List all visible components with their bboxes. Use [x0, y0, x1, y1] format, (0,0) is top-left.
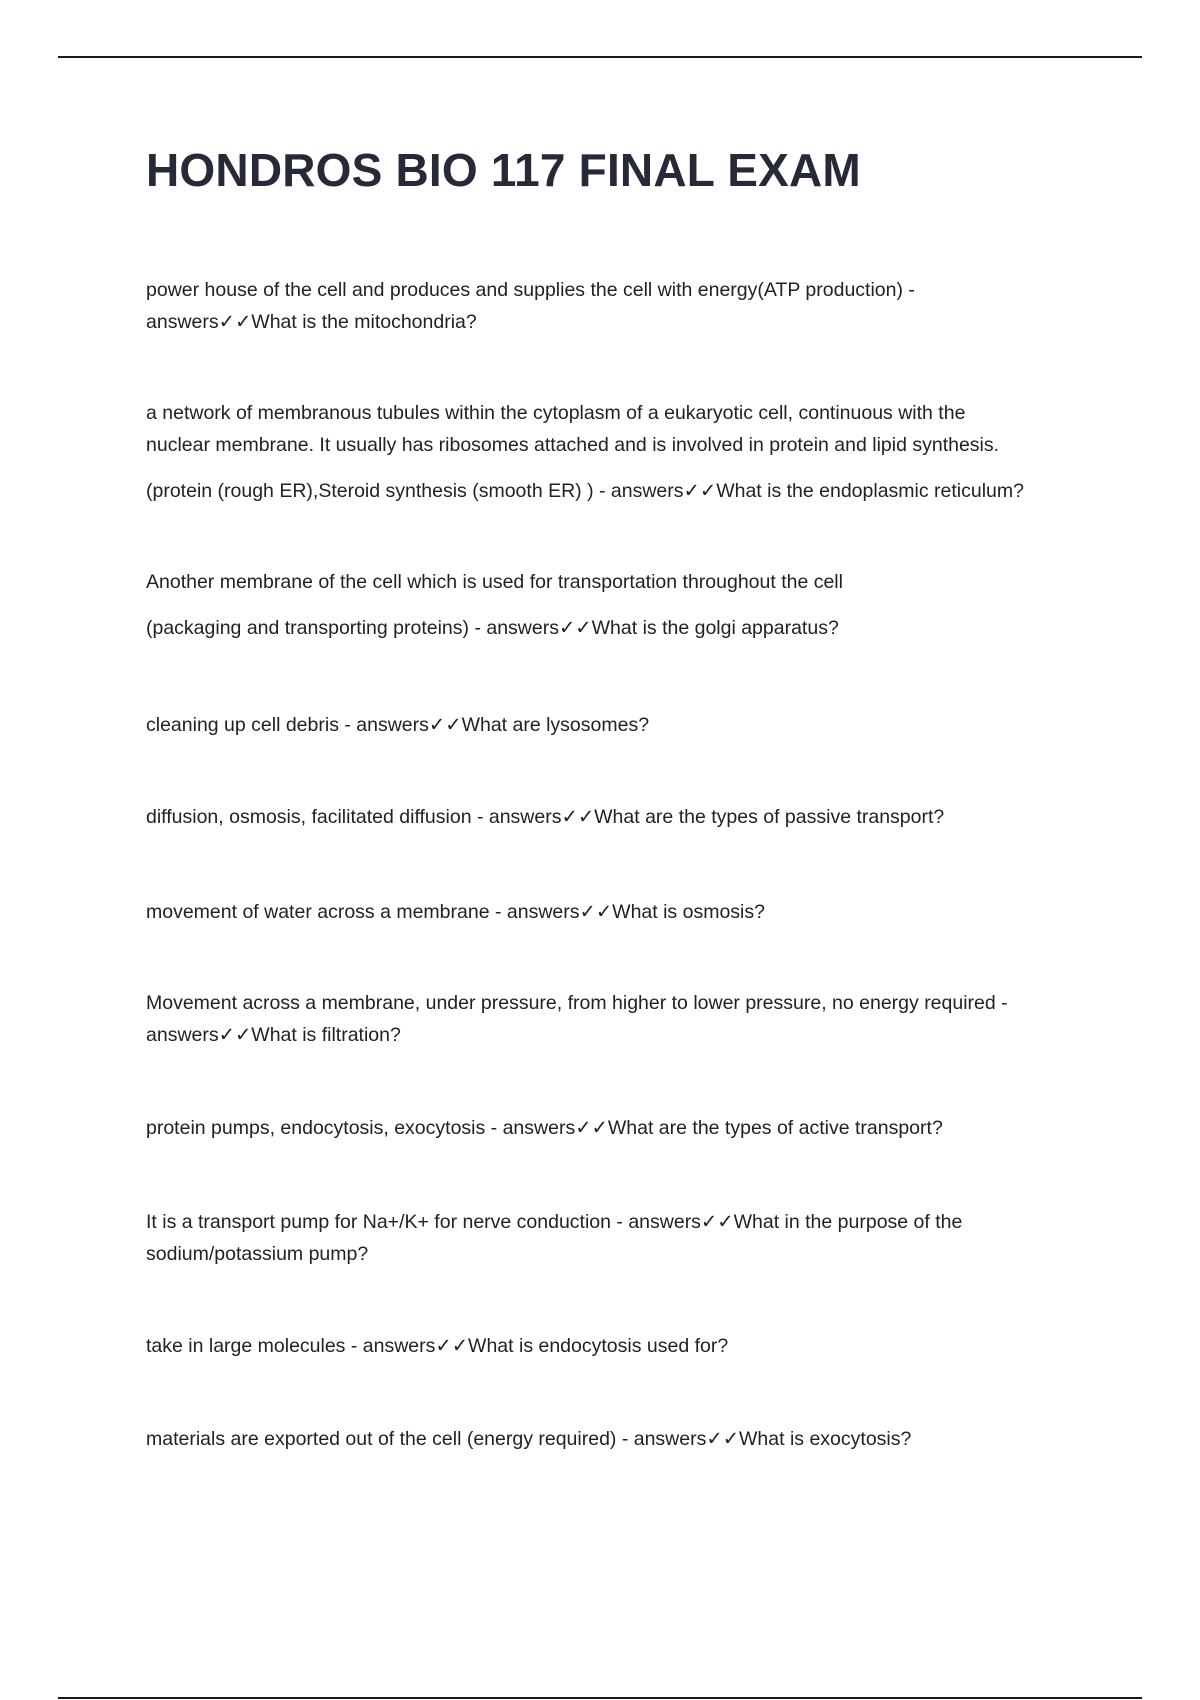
flashcard-endoplasmic-reticulum [146, 397, 1086, 507]
flashcard-active-transport [146, 1112, 1086, 1144]
flashcard-exocytosis [146, 1423, 1086, 1455]
card-line: movement of water across a membrane - answers✓✓What is osmosis? [146, 901, 765, 923]
bottom-rule [58, 1697, 1142, 1699]
card-line: a network of membranous tubules within the cytoplasm of a eukaryotic cell, continuous with the [146, 402, 966, 424]
flashcard-filtration [146, 987, 1086, 1051]
flashcard-mitochondria [146, 274, 1086, 338]
flashcard-passive-transport [146, 801, 1086, 833]
flashcard-sodium-potassium-pump [146, 1206, 1086, 1270]
card-line: nuclear membrane. It usually has ribosomes attached and is involved in protein and lipid synthesis. [146, 434, 1000, 456]
card-line: take in large molecules - answers✓✓What is endocytosis used for? [146, 1335, 729, 1357]
flashcard-endocytosis [146, 1330, 1086, 1362]
card-line: It is a transport pump for Na+/K+ for nerve conduction - answers✓✓What in the purpose of the [146, 1211, 963, 1233]
card-line: Another membrane of the cell which is used for transportation throughout the cell [146, 571, 843, 593]
card-line: sodium/potassium pump? [146, 1243, 369, 1265]
card-line: answers✓✓What is the mitochondria? [146, 311, 477, 333]
top-rule [58, 56, 1142, 58]
flashcard-osmosis [146, 896, 1086, 928]
card-line: protein pumps, endocytosis, exocytosis - answers✓✓What are the types of active transport? [146, 1117, 943, 1139]
card-line: (protein (rough ER),Steroid synthesis (smooth ER) ) - answers✓✓What is the endoplasmic reticulum? [146, 480, 1024, 502]
card-line: (packaging and transporting proteins) - answers✓✓What is the golgi apparatus? [146, 617, 839, 639]
card-line: materials are exported out of the cell (energy required) - answers✓✓What is exocytosis? [146, 1428, 912, 1450]
page-title: HONDROS BIO 117 FINAL EXAM [146, 144, 861, 196]
card-line: Movement across a membrane, under pressure, from higher to lower pressure, no energy required - [146, 992, 1008, 1014]
card-line: answers✓✓What is filtration? [146, 1024, 401, 1046]
flashcard-golgi-apparatus [146, 566, 1086, 644]
card-line: diffusion, osmosis, facilitated diffusion - answers✓✓What are the types of passive transport? [146, 806, 945, 828]
flashcard-lysosomes [146, 709, 1086, 741]
card-line: power house of the cell and produces and supplies the cell with energy(ATP production) - [146, 279, 915, 301]
card-line: cleaning up cell debris - answers✓✓What are lysosomes? [146, 714, 650, 736]
